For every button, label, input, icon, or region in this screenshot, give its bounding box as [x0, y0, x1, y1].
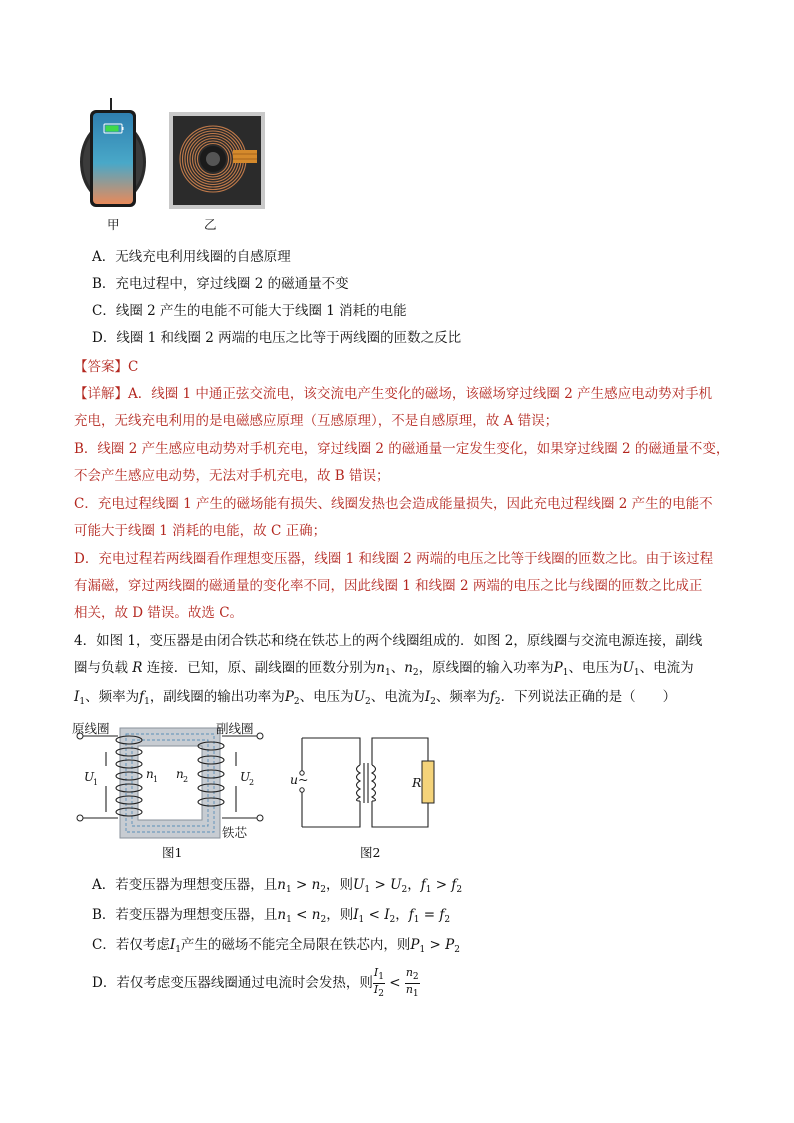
detail-line-5: C．充电过程线圈 1 产生的磁场能有损失、线圈发热也会造成能量损失，因此充电过程线圈 2 产生的电能不	[74, 496, 713, 512]
svg-text:1: 1	[153, 775, 159, 784]
detail-line-1	[74, 382, 712, 402]
detail-text: A．线圈 1 中通正弦交流电，该交流电产生变化的磁场，该磁场穿过线圈 2 产生感应电动势对手机	[128, 386, 713, 402]
fig1-primary-label: 原线圈	[72, 721, 110, 736]
fig1-core-label: 铁芯	[222, 825, 248, 840]
q3-option-b: B．充电过程中，穿过线圈 2 的磁通量不变	[92, 276, 349, 292]
detail-line-7: D．充电过程若两线圈看作理想变压器，线圈 1 和线圈 2 两端的电压之比等于线圈的匝数之比。由于该过程	[74, 551, 714, 567]
detail-line-6: 可能大于线圈 1 消耗的电能，故 C 正确；	[74, 523, 327, 539]
photo-yi-label: 乙	[204, 217, 217, 232]
answer-label: 【答案】	[74, 359, 128, 375]
answer-value: C	[128, 359, 139, 375]
wireless-charger-photo	[78, 98, 148, 210]
coil-photo	[169, 112, 265, 209]
fig1-caption: 图1	[162, 845, 183, 860]
answer-line	[74, 355, 138, 375]
detail-line-4: 不会产生感应电动势，无法对手机充电，故 B 错误；	[74, 468, 390, 484]
svg-text:2: 2	[183, 775, 189, 784]
svg-text:n: n	[146, 767, 154, 781]
photo-jia	[78, 98, 148, 210]
detail-line-9: 相关，故 D 错误。故选 C。	[74, 605, 244, 621]
fraction-n2-n1: $\frac{n_2}{n_1}$	[405, 966, 419, 999]
svg-text:1: 1	[93, 778, 99, 787]
q3-option-c: C．线圈 2 产生的电能不可能大于线圈 1 消耗的电能	[92, 303, 407, 319]
detail-line-3: B．线圈 2 产生感应电动势对手机充电，穿过线圈 2 的磁通量一定发生变化，如果穿过线圈 2 的磁通量不变，	[74, 441, 730, 457]
fig1-secondary-label: 副线圈	[216, 721, 254, 736]
detail-label: 【详解】	[74, 386, 128, 402]
q4-option-b: B．若变压器为理想变压器，且$n_1 < n_2$，则$I_1 < I_2$，$f_1 = f_2$	[92, 907, 451, 925]
fraction-i1-i2: $\frac{I_1}{I_2}$	[373, 966, 384, 999]
fig2-caption: 图2	[360, 845, 381, 860]
fig2-source-label: u~	[290, 772, 309, 787]
q3-option-d: D．线圈 1 和线圈 2 两端的电压之比等于两线圈的匝数之反比	[92, 330, 462, 346]
q4-option-c: C．若仅考虑$I_1$产生的磁场不能完全局限在铁芯内，则$P_1 > P_2$	[92, 937, 460, 955]
q4-option-a: A．若变压器为理想变压器，且$n_1 > n_2$，则$U_1 > U_2$，$f_1 > f_2$	[92, 877, 463, 895]
detail-line-2: 充电，无线充电利用的是电磁感应原理（互感原理），不是自感原理，故 A 错误；	[74, 413, 559, 429]
detail-line-8: 有漏磁，穿过两线圈的磁通量的变化率不同，因此线圈 1 和线圈 2 两端的电压之比与线圈的匝数之比成正	[74, 578, 703, 594]
svg-text:n: n	[176, 767, 184, 781]
svg-text:U: U	[240, 770, 251, 784]
fig2-load-label: R	[412, 775, 422, 790]
svg-text:U: U	[84, 770, 95, 784]
q4-stem-line-3: $I_1$、频率为$f_1$，副线圈的输出功率为$P_2$、电压为$U_2$、电流为$I_2$、频率为$f_2$．下列说法正确的是（ ）	[74, 689, 677, 707]
photo-yi	[169, 112, 265, 209]
q4-stem-line-2: 圈与负载 R 连接．已知，原、副线圈的匝数分别为$n_1$、$n_2$，原线圈的输入功率为$P_1$、电压为$U_1$、电流为	[74, 660, 694, 678]
q4-stem-line-1: 4．如图 1，变压器是由闭合铁芯和绕在铁芯上的两个线圈组成的．如图 2，原线圈与交流电源连接，副线	[74, 633, 703, 649]
q3-option-a: A．无线充电利用线圈的自感原理	[92, 249, 291, 265]
svg-text:2: 2	[249, 778, 255, 787]
photo-jia-label: 甲	[107, 217, 120, 232]
q4-option-d: D．若仅考虑变压器线圈通过电流时会发热，则 $\frac{I_1}{I_2}$ < $\frac{n_2}{n_1}$	[92, 966, 419, 999]
